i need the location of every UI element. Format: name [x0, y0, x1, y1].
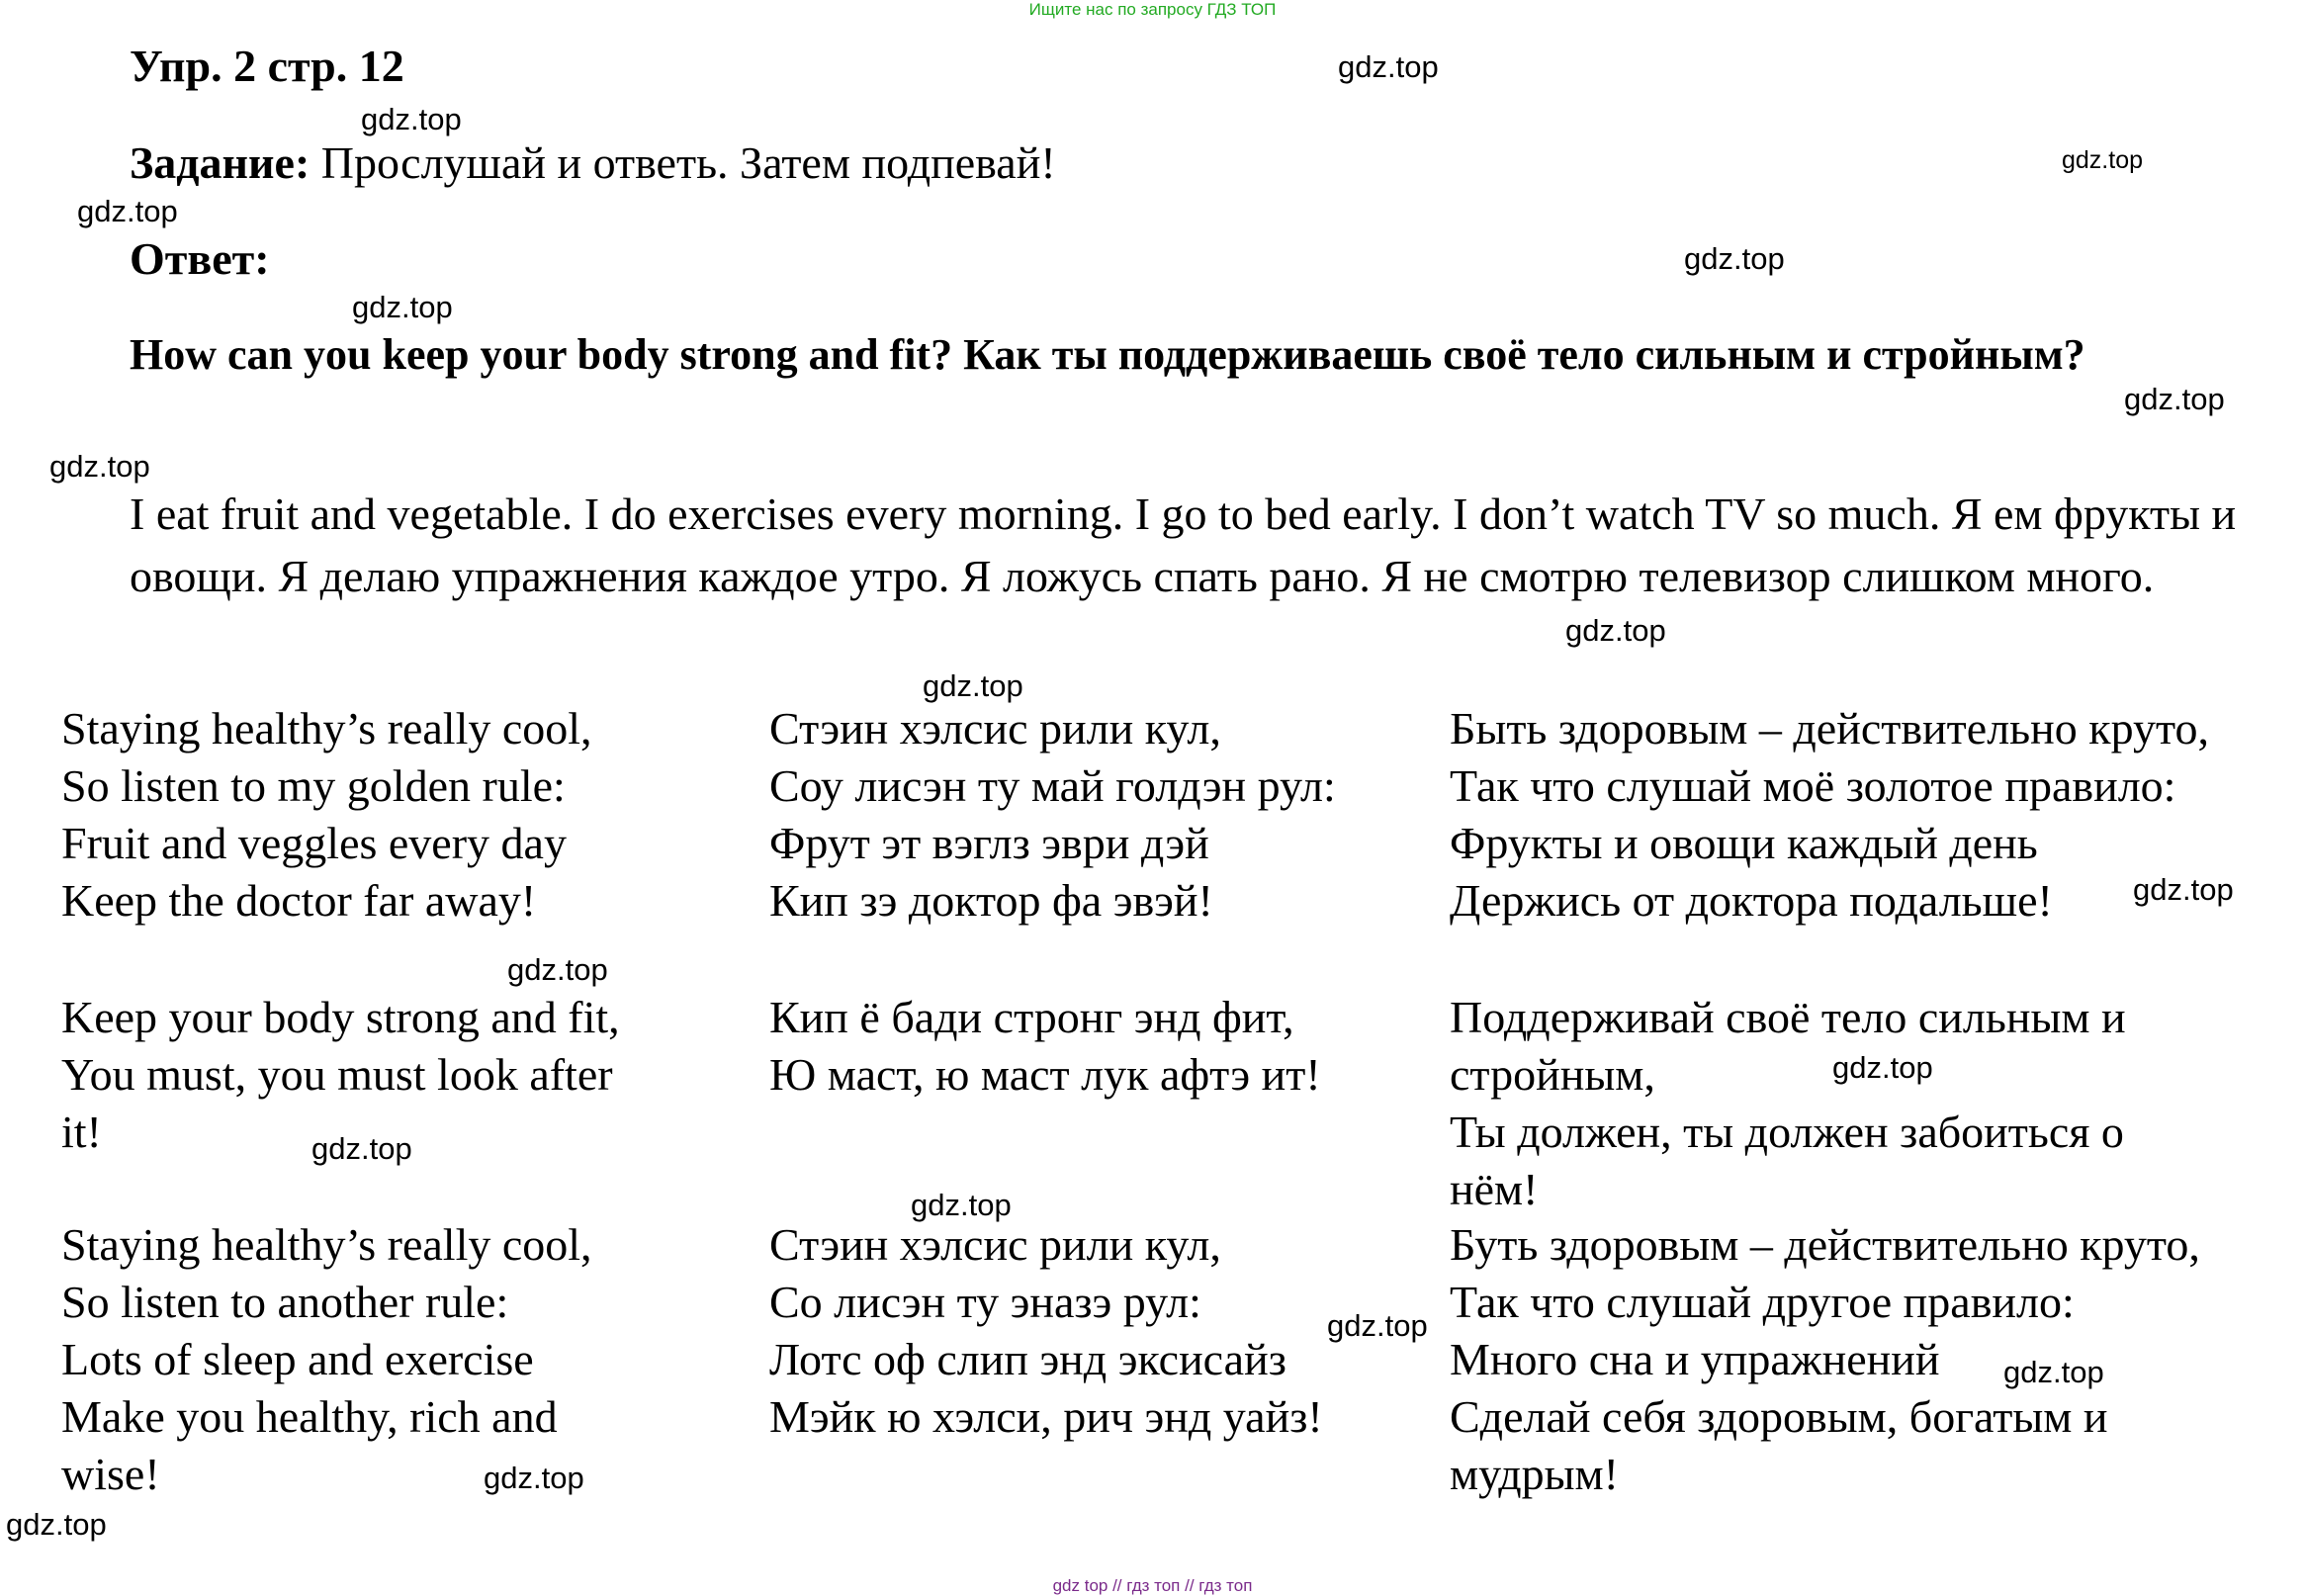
song-line: wise!: [61, 1449, 160, 1499]
watermark: gdz.top: [1832, 1050, 1933, 1085]
song-line: Стэин хэлсис рили кул,: [769, 1219, 1221, 1270]
song-line: Буть здоровым – действительно круто,: [1450, 1219, 2200, 1270]
question-text: How can you keep your body strong and fit? Как ты поддерживаешь своё тело сильным и стройным?: [130, 330, 2085, 379]
top-search-banner[interactable]: Ищите нас по запросу ГДЗ ТОП: [1028, 0, 1277, 19]
song-line: Кип ё бади стронг энд фит,: [769, 992, 1294, 1042]
watermark: gdz.top: [311, 1131, 412, 1166]
watermark: gdz.top: [2062, 146, 2144, 174]
watermark: gdz.top: [361, 102, 462, 136]
watermark: gdz.top: [507, 952, 608, 987]
watermark: gdz.top: [6, 1507, 107, 1542]
watermark: gdz.top: [352, 290, 453, 324]
watermark: gdz.top: [923, 668, 1023, 703]
song-line: Мэйк ю хэлси, рич энд уайз!: [769, 1391, 1323, 1442]
footer-links[interactable]: gdz top // гдз топ // гдз топ: [1052, 1576, 1253, 1595]
watermark: gdz.top: [484, 1461, 584, 1495]
song-line: Лотс оф слип энд эксисайз: [769, 1334, 1286, 1384]
watermark: gdz.top: [2003, 1355, 2104, 1389]
song-line: Сделай себя здоровым, богатым и: [1450, 1391, 2108, 1442]
song-line: it!: [61, 1107, 102, 1157]
song-line: Кип зэ доктор фа эвэй!: [769, 875, 1213, 926]
song-line: стройным,: [1450, 1049, 1655, 1100]
watermark: gdz.top: [77, 194, 178, 228]
watermark: gdz.top: [2133, 872, 2234, 907]
song-line: So listen to my golden rule:: [61, 760, 566, 811]
song-line: Make you healthy, rich and: [61, 1391, 558, 1442]
task-line: [130, 136, 1056, 189]
song-line: Ю маст, ю маст лук афтэ ит!: [769, 1049, 1321, 1100]
song-line: мудрым!: [1450, 1449, 1619, 1499]
song-line: You must, you must look after: [61, 1049, 613, 1100]
song-line: Staying healthy’s really cool,: [61, 703, 592, 754]
stanza: [769, 700, 1336, 930]
song-line: Быть здоровым – действительно круто,: [1450, 703, 2209, 754]
song-line: Keep the doctor far away!: [61, 875, 537, 926]
exercise-title: Упр. 2 стр. 12: [130, 41, 404, 91]
watermark: gdz.top: [49, 449, 150, 484]
song-line: Ты должен, ты должен забоиться о: [1450, 1107, 2124, 1157]
watermark: gdz.top: [1338, 49, 1439, 84]
song-line: Стэин хэлсис рили кул,: [769, 703, 1221, 754]
stanza: [1450, 989, 2126, 1218]
stanza: [1450, 700, 2209, 930]
song-line: So listen to another rule:: [61, 1277, 509, 1327]
watermark: gdz.top: [1565, 613, 1666, 648]
song-line: Фрут эт вэглз эври дэй: [769, 818, 1209, 868]
song-line: Много сна и упражнений: [1450, 1334, 1940, 1384]
answer-label: Ответ:: [130, 233, 270, 284]
task-text: Прослушай и ответь. Затем подпевай!: [310, 137, 1056, 188]
song-line: Так что слушай другое правило:: [1450, 1277, 2075, 1327]
song-line: Поддерживай своё тело сильным и: [1450, 992, 2126, 1042]
watermark: gdz.top: [1684, 241, 1785, 276]
song-line: Соу лисэн ту май голдэн рул:: [769, 760, 1336, 811]
song-line: Фрукты и овощи каждый день: [1450, 818, 2038, 868]
song-line: Fruit and veggles every day: [61, 818, 567, 868]
song-line: Со лисэн ту эназэ рул:: [769, 1277, 1201, 1327]
song-line: Держись от доктора подальше!: [1450, 875, 2053, 926]
watermark: gdz.top: [2124, 382, 2225, 416]
song-line: Keep your body strong and fit,: [61, 992, 620, 1042]
watermark: gdz.top: [1327, 1308, 1428, 1343]
stanza: [61, 700, 592, 930]
song-line: нём!: [1450, 1164, 1539, 1214]
song-line: Так что слушай моё золотое правило:: [1450, 760, 2176, 811]
task-label: Задание:: [130, 137, 310, 188]
stanza: [769, 989, 1321, 1104]
watermark: gdz.top: [911, 1188, 1012, 1222]
song-line: Lots of sleep and exercise: [61, 1334, 534, 1384]
song-line: Staying healthy’s really cool,: [61, 1219, 592, 1270]
stanza: [769, 1216, 1323, 1446]
answer-text: I eat fruit and vegetable. I do exercises every morning. I go to bed early. I don’t watch TV so much. Я ем фрукты и овощи. Я делаю упражнения каждое утро. Я ложусь спать рано. Я не смотрю телевизор слишком много.: [130, 488, 2237, 601]
